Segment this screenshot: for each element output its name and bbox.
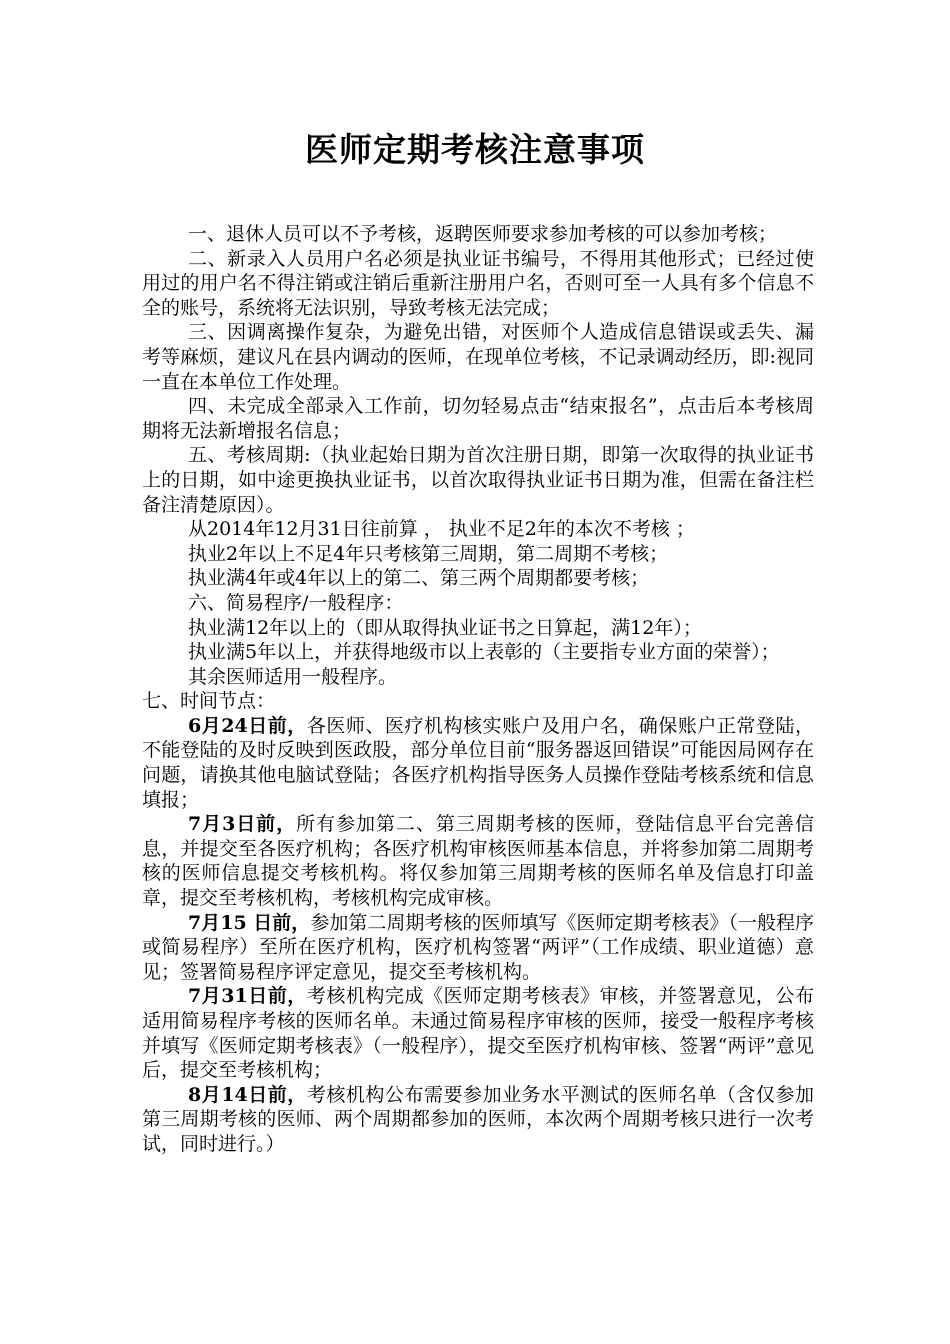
paragraph-text: 执业满12年以上的（即从取得执业证书之日算起，满12年）； [188,616,702,639]
paragraph-text: 执业满5年以上，并获得地级市以上表彰的（主要指专业方面的荣誉）； [188,641,780,664]
paragraph [142,320,814,394]
paragraph-text: 六、简易程序/一般程序： [188,591,404,614]
paragraph [142,443,814,517]
paragraph-text: 执业满4年或4年以上的第二、第三两个周期都要考核； [188,567,650,590]
timeline-paragraph [142,714,814,812]
paragraph [142,566,814,591]
paragraph-text: 七、时间节点： [142,690,276,713]
deadline-date: 8月14日前， [188,1083,307,1106]
paragraph [142,640,814,665]
document-title: 医师定期考核注意事项 [305,130,645,169]
paragraph-text: 考核机构公布需要参加业务水平测试的医师名单（含仅参加第三周期考核的医师、两个周期都参加的医师，本次两个周期考核只进行一次考试，同时进行。） [142,1083,814,1155]
paragraph-text: 其余医师适用一般程序。 [188,665,398,688]
paragraph [142,247,814,321]
paragraph [142,665,814,690]
deadline-date: 6月24日前， [188,714,307,737]
paragraph-text: 五、考核周期:（执业起始日期为首次注册日期，即第一次取得的执业证书上的日期，如中途更换执业证书，以首次取得执业证书日期为准，但需在备注栏备注清楚原因）。 [142,444,814,516]
deadline-date: 7月31日前， [188,985,307,1008]
timeline-paragraph [142,812,814,910]
paragraph [142,616,814,641]
paragraph-text: 一、退休人员可以不予考核，返聘医师要求参加考核的可以参加考核； [188,223,778,245]
paragraph [142,394,814,443]
paragraph-text: 所有参加第二、第三周期考核的医师，登陆信息平台完善信息，并提交至各医疗机构；各医疗机构审核医师基本信息，并将参加第二周期考核的医师信息提交考核机构。将仅参加第三周期考核的医师名单及信息打印盖章，提交至考核机构，考核机构完成审核。 [142,813,814,910]
deadline-date: 7月3日前， [188,813,297,836]
paragraph-text: 从2014年12月31日往前算 ， 执业不足2年的本次不考核 ； [188,518,695,541]
deadline-date: 7月15 日前， [188,911,311,934]
paragraph [142,542,814,567]
paragraph-text: 三、因调离操作复杂，为避免出错，对医师个人造成信息错误或丢失、漏考等麻烦，建议凡在县内调动的医师，在现单位考核，不记录调动经历，即:视同一直在本单位工作处理。 [142,321,814,393]
paragraph-text: 各医师、医疗机构核实账户及用户名，确保账户正常登陆，不能登陆的及时反映到医政股，部分单位目前“服务器返回错误”可能因局网存在问题，请换其他电脑试登陆；各医疗机构指导医务人员操作登陆考核系统和信息填报； [142,714,814,811]
paragraph [142,222,814,247]
paragraph-text: 参加第二周期考核的医师填写《医师定期考核表》（一般程序或简易程序）至所在医疗机构，医疗机构签署“两评”（工作成绩、职业道德）意见；签署简易程序评定意见，提交至考核机构。 [142,911,814,983]
section-heading [142,689,814,714]
paragraph-text: 考核机构完成《医师定期考核表》审核，并签署意见，公布适用简易程序考核的医师名单。未通过简易程序审核的医师，接受一般程序考核并填写《医师定期考核表》（一般程序），提交至医疗机构审核、签署“两评”意见后，提交至考核机构； [142,985,814,1082]
document-body [142,222,814,1157]
timeline-paragraph [142,1083,814,1157]
paragraph [142,591,814,616]
paragraph-text: 四、未完成全部录入工作前，切勿轻易点击“结束报名”，点击后本考核周期将无法新增报名信息； [142,395,814,442]
timeline-paragraph [142,911,814,985]
paragraph-text: 执业2年以上不足4年只考核第三周期，第二周期不考核； [188,542,669,565]
paragraph [142,517,814,542]
paragraph-text: 二、新录入人员用户名必须是执业证书编号，不得用其他形式；已经过使用过的用户名不得注销或注销后重新注册用户名，否则可至一人具有多个信息不全的账号，系统将无法识别，导致考核无法完成； [142,247,814,319]
timeline-paragraph [142,984,814,1082]
